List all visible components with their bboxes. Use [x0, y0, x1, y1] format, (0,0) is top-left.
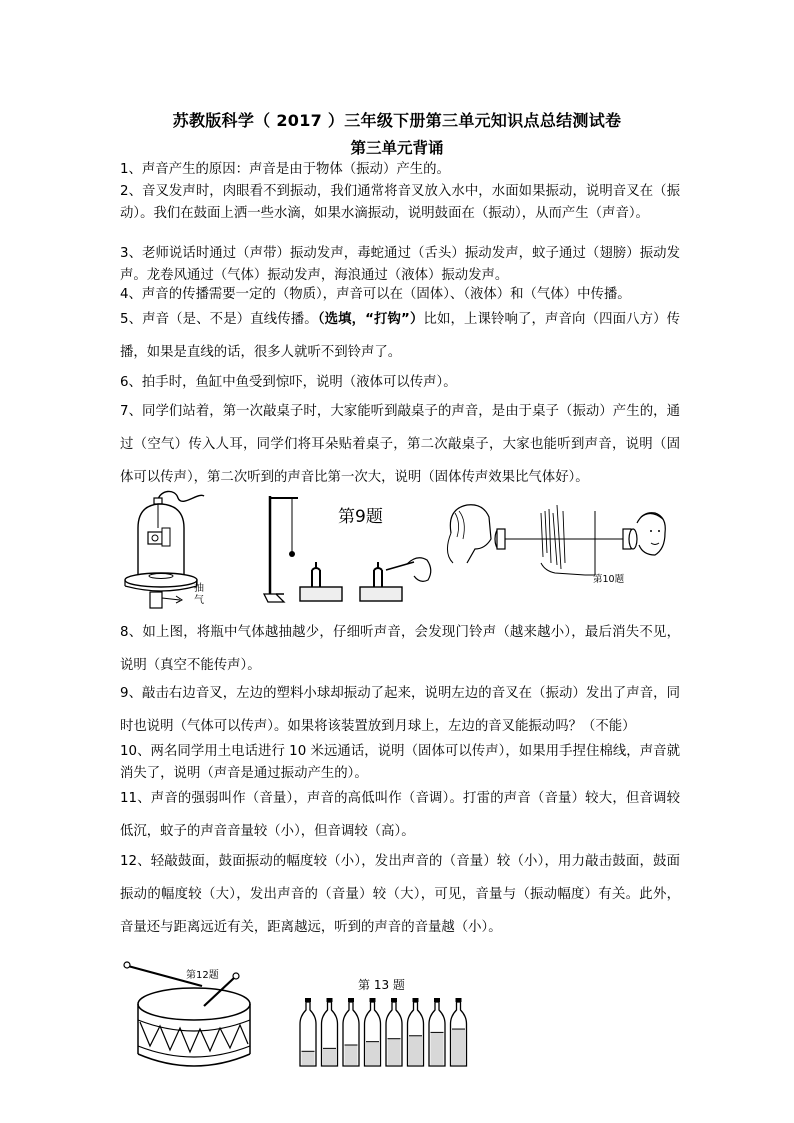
bottle-5 [386, 998, 402, 1066]
item-3: 3、老师说话时通过（声带）振动发声，毒蛇通过（舌头）振动发声，蚊子通过（翅膀）振动发声。龙卷风通过（气体）振动发声，海浪通过（液体）振动发声。 [120, 246, 680, 283]
item-5-instruction: （选填，“打钩”） [317, 312, 424, 327]
item-11: 11、声音的强弱叫作（音量），声音的高低叫作（音调）。打雷的声音（音量）较大，但音调较低沉，蚊子的声音音量较（小），但音调较（高）。 [120, 791, 680, 839]
bottle-3 [343, 998, 359, 1066]
question-9-label: 第9题 [338, 507, 383, 527]
question-13-label: 第 13 题 [358, 978, 405, 992]
bottle-6 [408, 998, 424, 1066]
question-12-label: 第12题 [186, 970, 219, 981]
item-8: 8、如上图，将瓶中气体越抽越少，仔细听声音，会发现门铃声（越来越小），最后消失不见，说明（真空不能传声）。 [120, 625, 680, 673]
item-12: 12、轻敲鼓面，鼓面振动的幅度较（小），发出声音的（音量）较（小），用力敲击鼓面，鼓面振动的幅度较（大），发出声音的（音量）较（大），可见，音量与（振动幅度）有关。此外，音量还与距离远近有关，距离越远，听到的声音的音量越（小）。 [120, 854, 680, 935]
item-10: 10、两名同学用土电话进行 10 米远通话，说明（固体可以传声），如果用手捏住棉线，声音就消失了，说明（声音是通过振动产生的）。 [120, 744, 680, 781]
bottle-1 [300, 998, 316, 1066]
string-telephone-figure [445, 493, 670, 593]
item-6: 6、拍手时，鱼缸中鱼受到惊吓，说明（液体可以传声）。 [120, 375, 457, 390]
bottle-4 [365, 998, 381, 1066]
jar-label: 抽气 [194, 583, 204, 606]
item-4: 4、声音的传播需要一定的（物质），声音可以在（固体）、（液体）和（气体）中传播。 [120, 287, 631, 302]
tuning-fork-figure [262, 490, 437, 615]
item-5 [120, 303, 680, 369]
bottle-2 [322, 998, 338, 1066]
bottles-figure [296, 972, 472, 1072]
vacuum-jar-figure [120, 488, 210, 613]
bottle-8 [451, 998, 467, 1066]
bottle-7 [429, 998, 445, 1066]
item-2: 2、音叉发声时，肉眼看不到振动，我们通常将音叉放入水中，水面如果振动，说明音叉在（振动）。我们在鼓面上洒一些水滴，如果水滴振动，说明鼓面在（振动），从而产生（声音）。 [120, 184, 680, 221]
item-9: 9、敲击右边音叉，左边的塑料小球却振动了起来，说明左边的音叉在（振动）发出了声音，同时也说明（气体可以传声）。如果将该装置放到月球上，左边的音叉能振动吗？（不能） [120, 686, 680, 734]
question-10-label: 第10题 [593, 574, 625, 585]
document-title: 苏教版科学（ 2017 ）三年级下册第三单元知识点总结测试卷 [172, 111, 622, 130]
drum-figure [122, 958, 262, 1078]
item-1: 1、声音产生的原因：声音是由于物体（振动）产生的。 [120, 162, 450, 177]
item-5-text-a: 5、声音（是、不是）直线传播。 [120, 312, 318, 327]
item-5-text-b: 比如，上课铃响了，声音向（四面八方）传播，如果是直线的话，很多人就听不到铃声了。 [120, 312, 681, 360]
item-7: 7、同学们站着，第一次敲桌子时，大家能听到敲桌子的声音，是由于桌子（振动）产生的，通过（空气）传入人耳，同学们将耳朵贴着桌子，第二次敲桌子，大家也能听到声音，说明（固体可以传声），第二次听到的声音比第一次大，说明（固体传声效果比气体好）。 [120, 404, 680, 485]
section-heading: 第三单元背诵 [350, 139, 444, 157]
